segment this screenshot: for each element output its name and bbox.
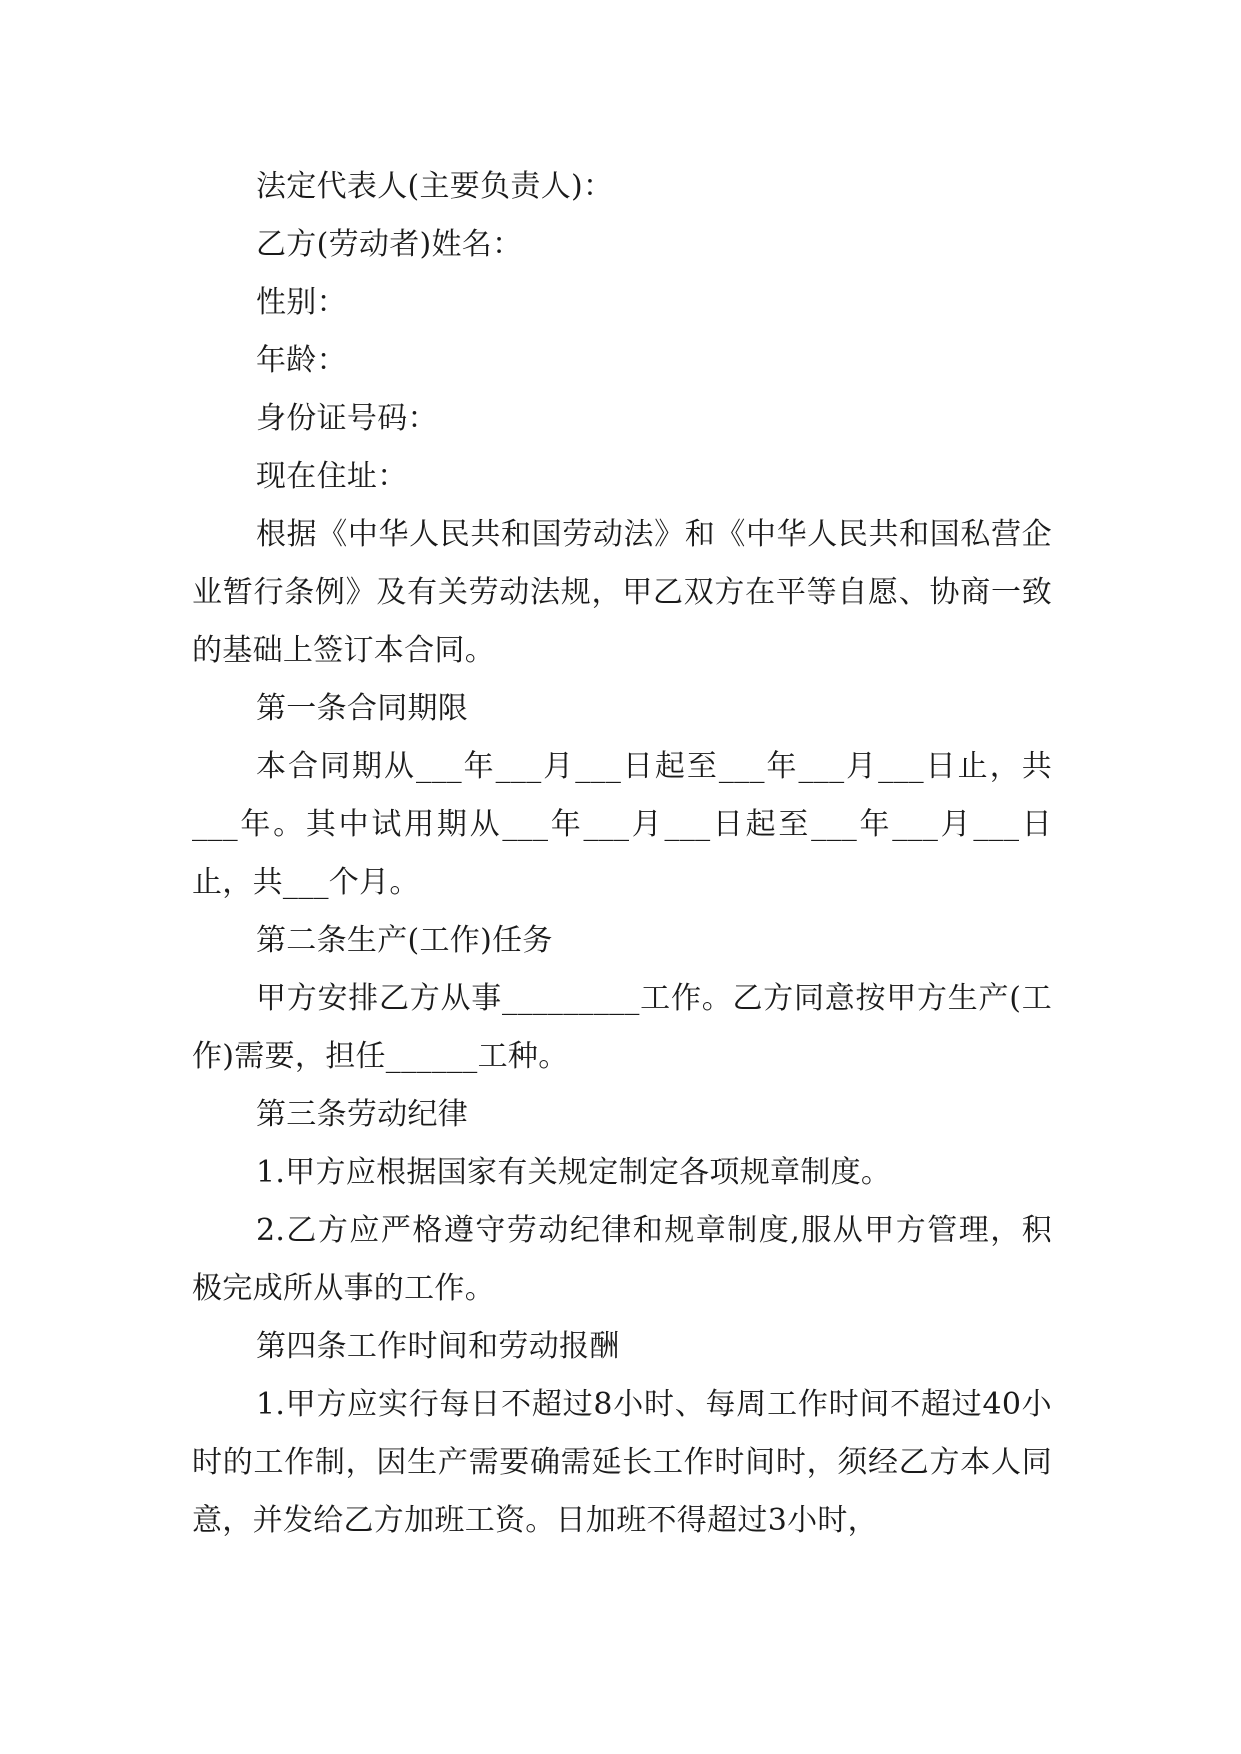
article-1-heading: 第一条合同期限 (256, 691, 469, 726)
legal-representative-line: 法定代表人(主要负责人)： (256, 169, 614, 204)
article-2-heading: 第二条生产(工作)任务 (256, 923, 553, 958)
preamble-paragraph: 根据《中华人民共和国劳动法》和《中华人民共和国私营企业暂行条例》及有关劳动法规，甲乙双方在平等自愿、协商一致的基础上签订本合同。 (192, 517, 1052, 668)
article-3-item-2: 2.乙方应严格遵守劳动纪律和规章制度,服从甲方管理，积极完成所从事的工作。 (192, 1213, 1052, 1306)
article-2-paragraph: 甲方安排乙方从事_________工作。乙方同意按甲方生产(工作)需要，担任______工种。 (192, 981, 1052, 1074)
article-3-item-1: 1.甲方应根据国家有关规定制定各项规章制度。 (256, 1155, 892, 1190)
article-4-heading: 第四条工作时间和劳动报酬 (256, 1329, 620, 1364)
article-4-item-1: 1.甲方应实行每日不超过8小时、每周工作时间不超过40小时的工作制，因生产需要确需延长工作时间时，须经乙方本人同意，并发给乙方加班工资。日加班不得超过3小时， (192, 1387, 1052, 1538)
employee-name-line: 乙方(劳动者)姓名： (256, 227, 523, 262)
address-line: 现在住址： (256, 459, 408, 494)
id-number-line: 身份证号码： (256, 401, 438, 436)
contract-body (192, 158, 1052, 1550)
article-1-paragraph: 本合同期从___年___月___日起至___年___月___日止，共___年。其中试用期从___年___月___日起至___年___月___日止，共___个月。 (192, 749, 1052, 900)
age-line: 年龄： (256, 343, 347, 378)
gender-line: 性别： (256, 285, 347, 320)
article-3-heading: 第三条劳动纪律 (256, 1097, 469, 1132)
